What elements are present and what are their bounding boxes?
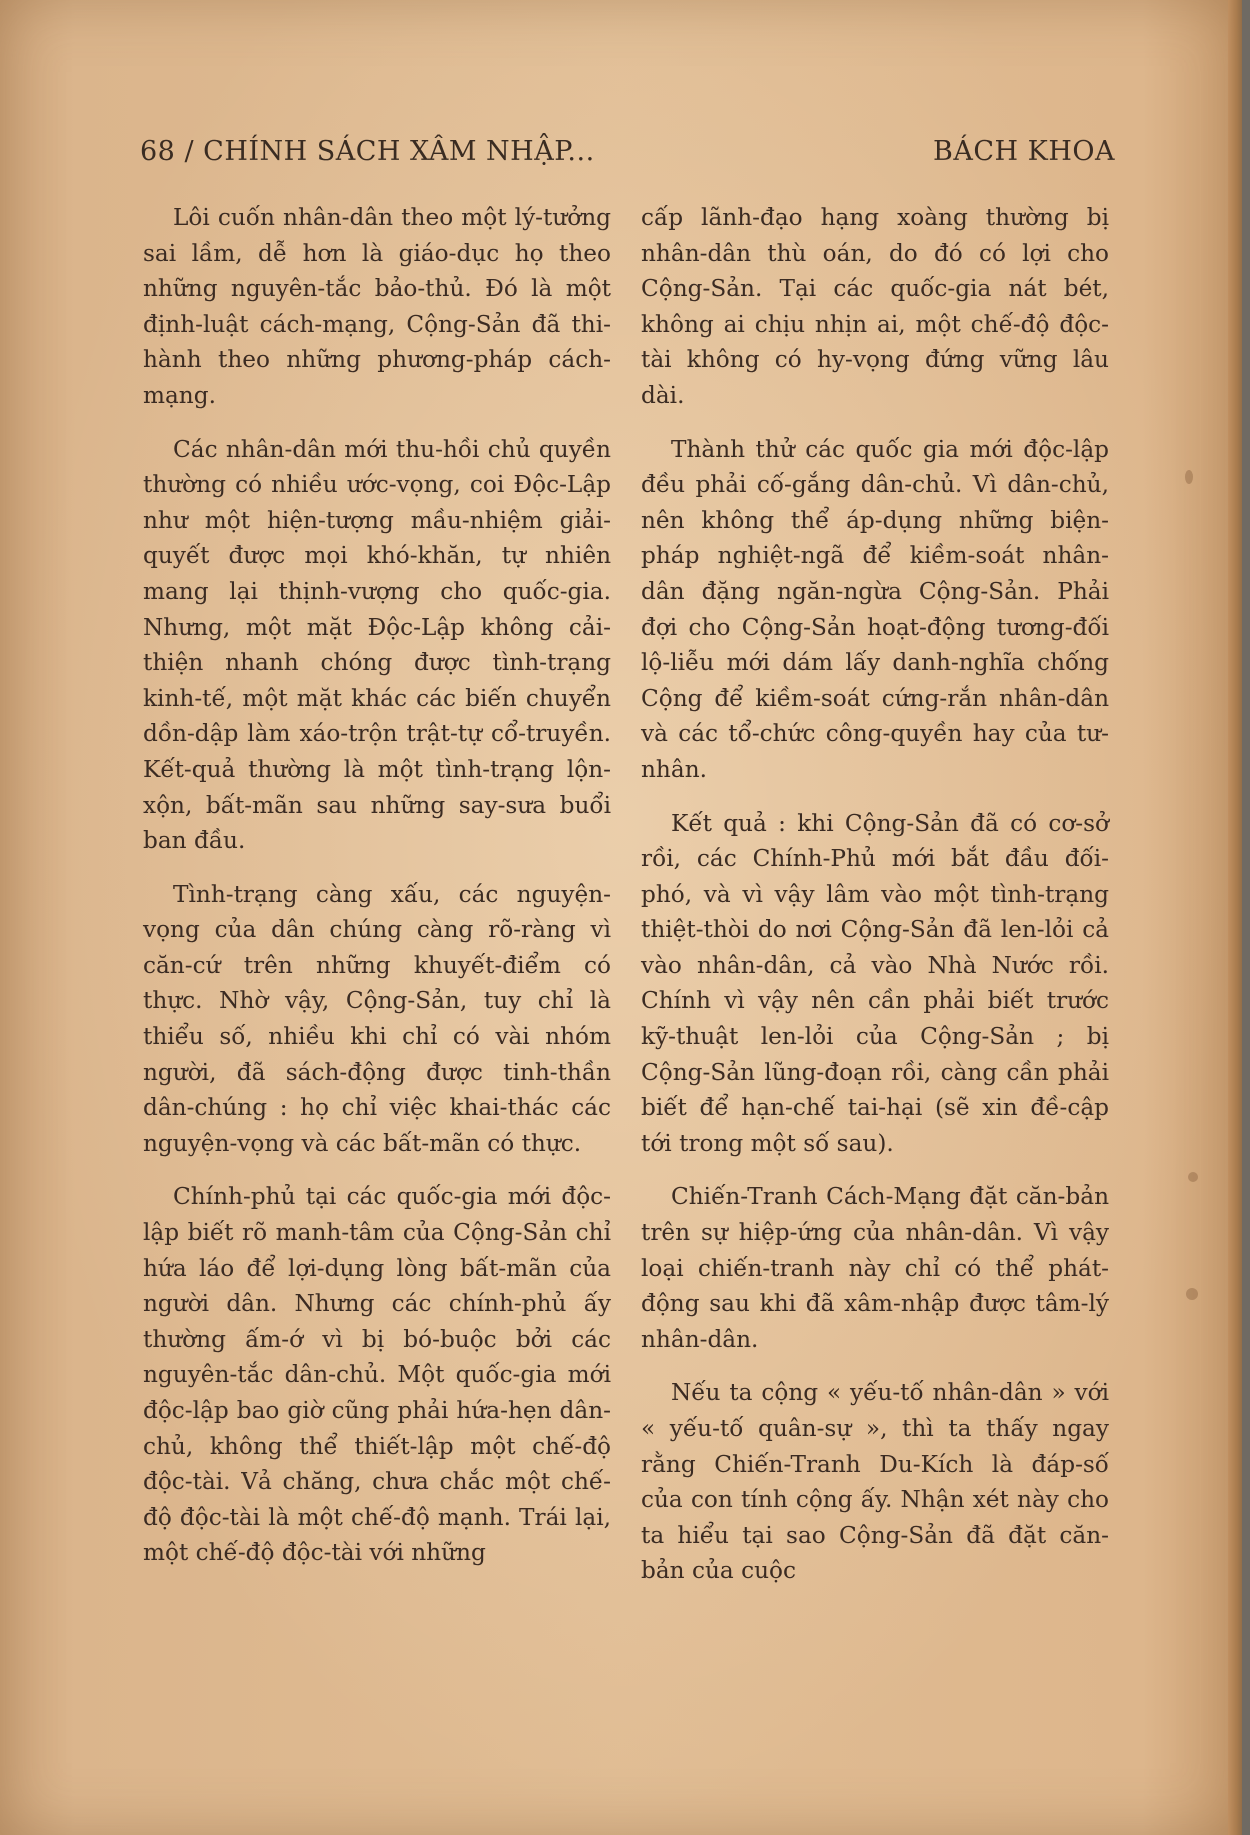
page-edge <box>1228 0 1242 1835</box>
paragraph: Nếu ta cộng « yếu-tố nhân-dân » với « yếu-tố quân-sự », thì ta thấy ngay rằng Chiến-Tranh Du-Kích là đáp-số của con tính cộng ấy. Nhận xét này cho ta hiểu tại sao Cộng-Sản đã đặt căn-bản của cuộc <box>641 1379 1109 1585</box>
paper-stain <box>1185 470 1193 484</box>
header-separator: / <box>184 136 195 167</box>
running-title: CHÍNH SÁCH XÂM NHẬP... <box>203 136 595 167</box>
paragraph: Chiến-Tranh Cách-Mạng đặt căn-bản trên sự hiệp-ứng của nhân-dân. Vì vậy loại chiến-tranh này chỉ có thể phát-động sau khi đã xâm-nhập được tâm-lý nhân-dân. <box>641 1183 1109 1353</box>
paragraph: Chính-phủ tại các quốc-gia mới độc-lập biết rõ manh-tâm của Cộng-Sản chỉ hứa láo để lợi-dụng lòng bất-mãn của người dân. Nhưng các chính-phủ ấy thường ấm-ớ vì bị bó-buộc bởi các nguyên-tắc dân-chủ. Một quốc-gia mới độc-lập bao giờ cũng phải hứa-hẹn dân-chủ, không thể thiết-lập một chế-độ độc-tài. Vả chăng, chưa chắc một chế-độ độc-tài là một chế-độ mạnh. Trái lại, một chế-độ độc-tài với những <box>143 1183 611 1567</box>
paragraph: Thành thử các quốc gia mới độc-lập đều phải cố-gắng dân-chủ. Vì dân-chủ, nên không thể áp-dụng những biện-pháp nghiệt-ngã để kiềm-soát nhân-dân đặng ngăn-ngừa Cộng-Sản. Phải đợi cho Cộng-Sản hoạt-động tương-đối lộ-liễu mới dám lấy danh-nghĩa chống Cộng để kiềm-soát cứng-rắn nhân-dân và các tổ-chức công-quyền hay của tư-nhân. <box>641 435 1109 783</box>
paragraph: Tình-trạng càng xấu, các nguyện-vọng của dân chúng càng rõ-ràng vì căn-cứ trên những khuyết-điểm có thực. Nhờ vậy, Cộng-Sản, tuy chỉ là thiểu số, nhiều khi chỉ có vài nhóm người, đã sách-động được tinh-thần dân-chúng : họ chỉ việc khai-thác các nguyện-vọng và các bất-mãn có thực. <box>143 880 611 1157</box>
paragraph: Các nhân-dân mới thu-hồi chủ quyền thường có nhiều ước-vọng, coi Độc-Lập như một hiện-tượng mầu-nhiệm giải-quyết được mọi khó-khăn, tự nhiên mang lại thịnh-vượng cho quốc-gia. Nhưng, một mặt Độc-Lập không cải-thiện nhanh chóng được tình-trạng kinh-tế, một mặt khác các biến chuyển dồn-dập làm xáo-trộn trật-tự cổ-truyền. Kết-quả thường là một tình-trạng lộn-xộn, bất-mãn sau những say-sưa buổi ban đầu. <box>143 435 611 855</box>
page-number: 68 <box>140 136 176 167</box>
left-column <box>143 200 611 1589</box>
publication-name: BÁCH KHOA <box>933 136 1115 167</box>
paragraph: Kết quả : khi Cộng-Sản đã có cơ-sở rồi, các Chính-Phủ mới bắt đầu đối-phó, và vì vậy lâm vào một tình-trạng thiệt-thòi do nơi Cộng-Sản đã len-lỏi cả vào nhân-dân, cả vào Nhà Nước rồi. Chính vì vậy nên cần phải biết trước kỹ-thuật len-lỏi của Cộng-Sản ; bị Cộng-Sản lũng-đoạn rồi, càng cần phải biết để hạn-chế tai-hại (sẽ xin đề-cập tới trong một số sau). <box>641 809 1109 1157</box>
paragraph: Lôi cuốn nhân-dân theo một lý-tưởng sai lầm, dễ hơn là giáo-dục họ theo những nguyên-tắc bảo-thủ. Đó là một định-luật cách-mạng, Cộng-Sản đã thi-hành theo những phương-pháp cách-mạng. <box>143 204 611 409</box>
running-header <box>140 136 1115 176</box>
paper-stain <box>1186 1288 1198 1300</box>
paper-stain <box>1188 1172 1198 1182</box>
header-left <box>140 136 595 167</box>
right-column <box>641 200 1109 1607</box>
paragraph-continuation: cấp lãnh-đạo hạng xoàng thường bị nhân-dân thù oán, do đó có lợi cho Cộng-Sản. Tại các quốc-gia nát bét, không ai chịu nhịn ai, một chế-độ độc-tài không có hy-vọng đứng vững lâu dài. <box>641 204 1109 409</box>
